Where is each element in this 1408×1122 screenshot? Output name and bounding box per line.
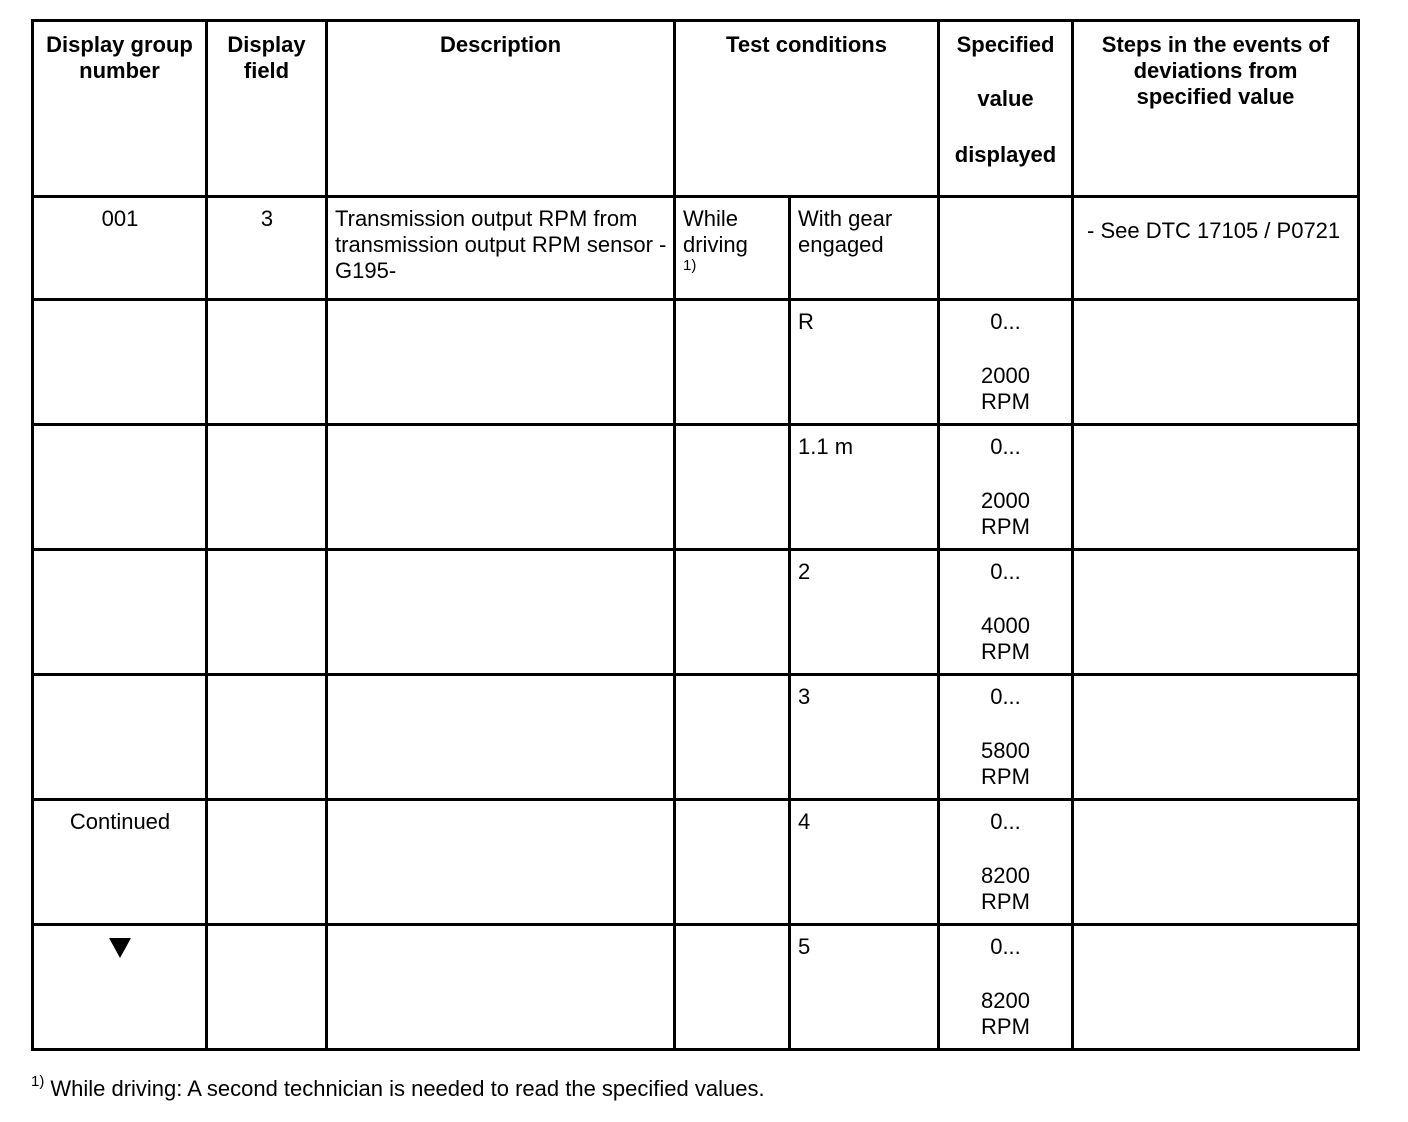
- gear-cell: [790, 925, 939, 1050]
- group-number: 001: [101, 206, 139, 231]
- table-row: [33, 925, 1359, 1050]
- specified-value-cell: [939, 300, 1073, 425]
- gear-label: R: [798, 309, 814, 334]
- condition-cell: [675, 300, 790, 425]
- specified-value-cell: [939, 675, 1073, 800]
- gear-label: 3: [798, 684, 811, 709]
- table-row: [33, 300, 1359, 425]
- table-row: [33, 800, 1359, 925]
- group-number-cell: [33, 925, 207, 1050]
- condition-cell: [675, 197, 790, 300]
- specified-value: [940, 676, 1071, 790]
- condition-cell: [675, 925, 790, 1050]
- description: Transmission output RPM from transmission output RPM sensor -G195-: [335, 206, 667, 283]
- table-row: [33, 425, 1359, 550]
- value-max: 8200: [981, 863, 1030, 888]
- specified-value-cell: [939, 550, 1073, 675]
- header-description: Description: [327, 21, 675, 197]
- group-number-cell: [33, 675, 207, 800]
- steps-cell: [1073, 550, 1359, 675]
- display-field-cell: [207, 425, 327, 550]
- specified-value: [940, 426, 1071, 540]
- value-max: 2000: [981, 488, 1030, 513]
- footnote-mark: 1): [31, 1073, 45, 1090]
- value-max: 5800: [981, 738, 1030, 763]
- gear-cell: [790, 675, 939, 800]
- steps-cell: [1073, 425, 1359, 550]
- value-min: 0...: [990, 684, 1021, 709]
- display-field-cell: [207, 675, 327, 800]
- specified-value: [940, 301, 1071, 415]
- header-group-number: Display group number: [33, 21, 207, 197]
- gear-cell: [790, 425, 939, 550]
- display-field-cell: [207, 925, 327, 1050]
- value-min: 0...: [990, 309, 1021, 334]
- value-min: 0...: [990, 934, 1021, 959]
- gear-cell: [790, 800, 939, 925]
- continued-label: Continued: [69, 809, 171, 834]
- spec-table: [31, 19, 1360, 1051]
- specified-value-cell: [939, 197, 1073, 300]
- description-cell: [327, 675, 675, 800]
- group-number-cell: [33, 197, 207, 300]
- header-specified-line1: Specified: [956, 32, 1055, 57]
- gear-label: 2: [798, 559, 811, 584]
- description-cell: [327, 300, 675, 425]
- gear-cell: [790, 300, 939, 425]
- value-unit: RPM: [981, 889, 1030, 914]
- condition-cell: [675, 425, 790, 550]
- condition-cell: [675, 800, 790, 925]
- group-number-cell: [33, 300, 207, 425]
- value-unit: RPM: [981, 514, 1030, 539]
- value-unit: RPM: [981, 764, 1030, 789]
- description-cell: [327, 925, 675, 1050]
- footnote: [31, 1074, 765, 1104]
- header-row: [33, 21, 1359, 197]
- group-number-cell: [33, 800, 207, 925]
- footnote-text: While driving: A second technician is needed to read the specified values.: [50, 1076, 765, 1101]
- gear-label: 5: [798, 934, 811, 959]
- display-field-cell: [207, 550, 327, 675]
- value-unit: RPM: [981, 639, 1030, 664]
- specified-value: [940, 551, 1071, 665]
- group-number-cell: [33, 425, 207, 550]
- condition-footnote-ref: 1): [683, 257, 697, 274]
- specified-value-cell: [939, 925, 1073, 1050]
- header-specified-line2: value: [977, 86, 1034, 111]
- steps-text: - See DTC 17105 / P0721: [1087, 218, 1341, 243]
- gear-condition: With gear engaged: [798, 206, 893, 257]
- value-min: 0...: [990, 809, 1021, 834]
- steps-cell: [1073, 675, 1359, 800]
- table-row: [33, 197, 1359, 300]
- steps-cell: [1073, 197, 1359, 300]
- header-steps: Steps in the events of deviations from specified value: [1073, 21, 1359, 197]
- value-unit: RPM: [981, 1014, 1030, 1039]
- specified-value: [940, 926, 1071, 1040]
- value-unit: RPM: [981, 389, 1030, 414]
- display-field-cell: [207, 300, 327, 425]
- description-cell: [327, 197, 675, 300]
- gear-label: 4: [798, 809, 811, 834]
- value-min: 0...: [990, 559, 1021, 584]
- description-cell: [327, 800, 675, 925]
- gear-label: 1.1 m: [798, 434, 854, 459]
- header-display-field: Display field: [207, 21, 327, 197]
- condition-text: While driving: [683, 206, 748, 257]
- header-specified-line3: displayed: [954, 142, 1057, 167]
- description-cell: [327, 425, 675, 550]
- header-test-conditions: Test conditions: [675, 21, 939, 197]
- gear-cell: [790, 550, 939, 675]
- specified-value-cell: [939, 425, 1073, 550]
- table-row: [33, 675, 1359, 800]
- condition: [676, 198, 788, 284]
- value-max: 4000: [981, 613, 1030, 638]
- value-max: 2000: [981, 363, 1030, 388]
- display-field: 3: [260, 206, 274, 231]
- condition-cell: [675, 550, 790, 675]
- description-cell: [327, 550, 675, 675]
- steps-cell: [1073, 800, 1359, 925]
- down-triangle-icon: [109, 938, 131, 958]
- header-specified-value: [939, 21, 1073, 197]
- display-field-cell: [207, 197, 327, 300]
- table-row: [33, 550, 1359, 675]
- gear-cell: [790, 197, 939, 300]
- steps-cell: [1073, 300, 1359, 425]
- specified-value: [940, 801, 1071, 915]
- condition-cell: [675, 675, 790, 800]
- specified-value-cell: [939, 800, 1073, 925]
- value-min: 0...: [990, 434, 1021, 459]
- group-number-cell: [33, 550, 207, 675]
- value-max: 8200: [981, 988, 1030, 1013]
- display-field-cell: [207, 800, 327, 925]
- steps-cell: [1073, 925, 1359, 1050]
